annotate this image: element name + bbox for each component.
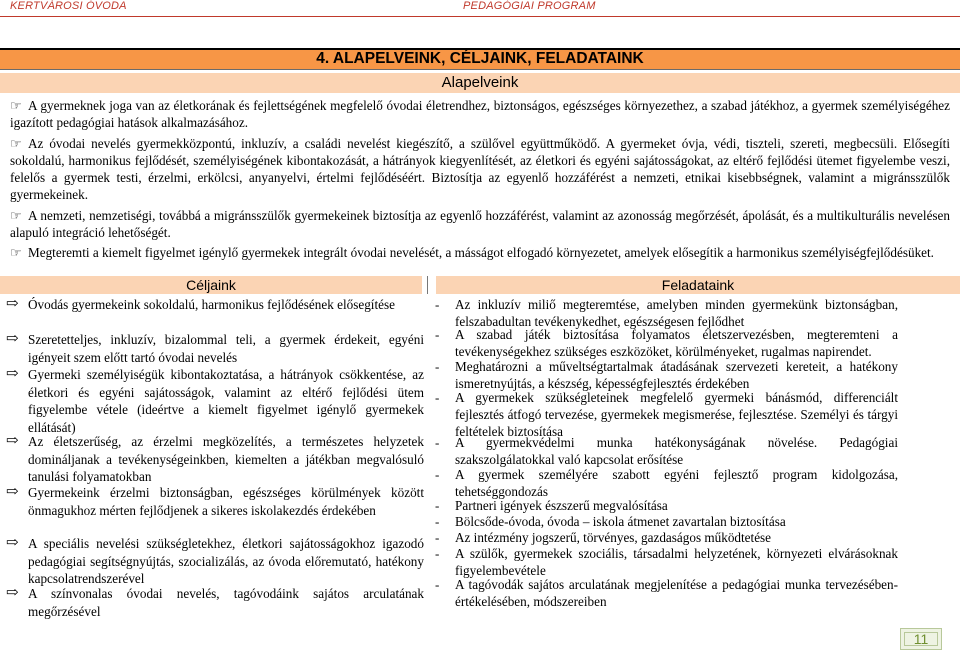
principle-text: Az óvodai nevelés gyermekközpontú, inkluzív, a családi nevelést kiegészítő, a szülővel együttműködő. A gyermeket óvja, védi, tiszteli, szereti, megbecsüli. Elősegíti sokoldalú, harmonikus fejlődését, személyiségének kibontakozását, a hátrányok kiegyenlítését, az életkori és egyéni sajátosságokat, az eltérő fejlődési ütemet figyelembe veszi, felelős a gyermek testi, érzelmi, erkölcsi, anyanyelvi, értelmi fejlődéséért. Biztosítja az egyenlő hozzáférést a nemzeti, etnikai kisebbségnek, valamint a migránsszülők gyermekeinek. <box>10 136 950 202</box>
task-item: A gyermekvédelmi munka hatékonyságának növelése. Pedagógiai szakszolgálatokkal való kapcsolat erősítése <box>455 435 898 467</box>
goal-item: Gyermekeink érzelmi biztonságban, egészséges körülmények között önmagukhoz mérten fejlődjenek a sikeres iskolakezdés érdekében <box>28 485 424 518</box>
double-arrow-right-icon: ⇨ <box>6 366 19 382</box>
pointing-hand-icon: ☞ <box>10 98 22 113</box>
task-item: Meghatározni a műveltségtartalmak átadásának szervezeti kereteit, a hatékony ismeretnyújtás, a készség, képességfejlesztés érdekében <box>455 359 898 391</box>
task-item: Bölcsőde-óvoda, óvoda – iskola átmenet zavartalan biztosítása <box>455 514 786 529</box>
principle-text: A nemzeti, nemzetiségi, továbbá a migránsszülők gyermekeinek biztosítja az egyenlő hozzáférést, valamint az azonosság megőrzését, ápolását, és a multikulturális nevelésen alapuló integráció lehetőségét. <box>10 208 950 240</box>
task-item: Partneri igények észszerű megvalósítása <box>455 498 668 513</box>
principle-item <box>10 97 950 131</box>
task-bullet: - <box>435 359 440 374</box>
task-bullet: - <box>435 390 440 405</box>
task-bullet: - <box>435 498 440 513</box>
task-bullet: - <box>435 435 440 450</box>
header-right: PEDAGÓGIAI PROGRAM <box>463 0 596 12</box>
tasks-heading: Feladataink <box>436 276 960 294</box>
goal-item: Óvodás gyermekeink sokoldalú, harmonikus fejlődésének elősegítése <box>28 297 395 312</box>
goal-item: Szeretetteljes, inkluzív, bizalommal teli, a gyermek érdekeit, egyéni igényeit szem előtt tartó óvodai nevelés <box>28 332 424 365</box>
task-item: A szülők, gyermekek szociális, társadalmi helyzetének, környezeti elvárásoknak figyelembevétele <box>455 546 898 578</box>
task-item: A gyermek személyére szabott egyéni fejlesztő program kidolgozása, tehetséggondozás <box>455 467 898 499</box>
header-divider <box>0 16 960 17</box>
task-bullet: - <box>435 297 440 312</box>
task-item: A szabad játék biztosítása folyamatos életszervezésben, megteremteni a tevékenységekhez szükséges eszközöket, körülményeket, rugalmas napirendet. <box>455 327 898 359</box>
goals-heading: Céljaink <box>0 276 422 294</box>
pointing-hand-icon: ☞ <box>10 245 22 260</box>
column-divider <box>427 276 428 294</box>
double-arrow-right-icon: ⇨ <box>6 535 19 551</box>
goal-item: Az életszerűség, az érzelmi megközelítés, a természetes helyzetek domináljanak a tevékenységeinkben, kiemelten a játékban megvalósuló tanulási folyamatokban <box>28 434 424 484</box>
double-arrow-right-icon: ⇨ <box>6 331 19 347</box>
pointing-hand-icon: ☞ <box>10 136 22 151</box>
goal-item: A színvonalas óvodai nevelés, tagóvodáink sajátos arculatának megőrzésével <box>28 586 424 619</box>
double-arrow-right-icon: ⇨ <box>6 585 19 601</box>
principle-item <box>10 244 950 261</box>
task-item: Az intézmény jogszerű, törvényes, gazdaságos működtetése <box>455 530 772 545</box>
task-item: A gyermekek szükségleteinek megfelelő gyermeki bánásmód, differenciált fejlesztés átfogó tervezése, gyermekek megismerése, fejlesztése. Személyi és tárgyi feltételek biztosítása <box>455 390 898 439</box>
task-bullet: - <box>435 577 440 592</box>
header-left: KERTVÁROSI ÓVODA <box>10 0 127 12</box>
task-bullet: - <box>435 467 440 482</box>
double-arrow-right-icon: ⇨ <box>6 433 19 449</box>
double-arrow-right-icon: ⇨ <box>6 296 19 312</box>
task-bullet: - <box>435 530 440 545</box>
task-bullet: - <box>435 546 440 561</box>
principle-item <box>10 207 950 241</box>
principle-text: Megteremti a kiemelt figyelmet igénylő gyermekek integrált óvodai nevelését, a másságot elfogadó környezetet, amelyek elősegítik a harmonikus személyiségfejlődésüket. <box>28 245 934 260</box>
task-bullet: - <box>435 327 440 342</box>
principles-heading: Alapelveink <box>0 73 960 93</box>
page-title: 4. ALAPELVEINK, CÉLJAINK, FELADATAINK <box>316 50 644 67</box>
goal-item: A speciális nevelési szükségletekhez, életkori sajátosságokhoz igazodó pedagógiai segítségnyújtás, szocializálás, az óvoda előremutató, hatékony kapcsolatrendszerével <box>28 536 424 586</box>
task-item: Az inkluzív miliő megteremtése, amelyben minden gyermekünk biztonságban, felszabadultan tevékenykedhet, egészségesen fejlődhet <box>455 297 898 329</box>
page-number: 11 <box>900 628 942 650</box>
task-item: A tagóvodák sajátos arculatának megjelenítése a pedagógiai munka tervezésében-értékelésében, módszereiben <box>455 577 898 609</box>
double-arrow-right-icon: ⇨ <box>6 484 19 500</box>
pointing-hand-icon: ☞ <box>10 208 22 223</box>
task-bullet: - <box>435 514 440 529</box>
goal-item: Gyermeki személyiségük kibontakoztatása, a hátrányok csökkentése, az életkori és egyéni sajátosságok, valamint az eltérő fejlődési ütem figyelembe vétele (ideértve a kiemelt figyelmet igénylő gyermekek ellátását) <box>28 367 424 435</box>
principle-text: A gyermeknek joga van az életkorának és fejlettségének megfelelő óvodai életrendhez, biztonságos, egészséges környezethez, a szabad játékhoz, a gyermek személyiségéhez igazított pedagógiai hatások alkalmazásához. <box>10 98 950 130</box>
principle-item <box>10 135 950 203</box>
